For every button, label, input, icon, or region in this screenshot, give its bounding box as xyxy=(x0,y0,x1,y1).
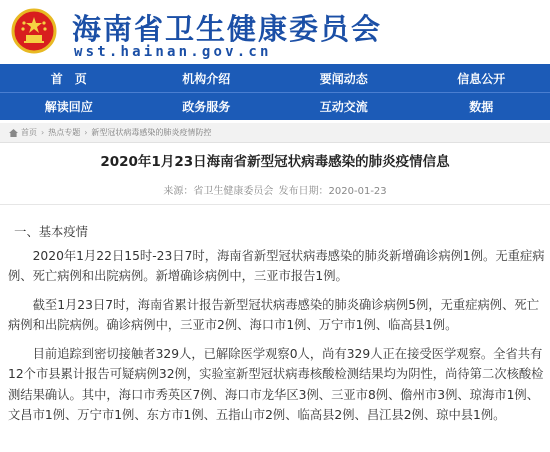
section-heading: 一、基本疫情 xyxy=(14,225,88,239)
nav-row-secondary xyxy=(0,92,550,120)
home-icon xyxy=(9,129,18,137)
nav-item-home[interactable]: 首 页 xyxy=(50,71,87,86)
article-paragraph: 2020年1月22日15时-23日7时，海南省新型冠状病毒感染的肺炎新增确诊病例1例。无重症病例、死亡病例和出院病例。新增确诊病例中，三亚市报告1例。 xyxy=(8,248,545,283)
breadcrumb-home[interactable]: 首页 xyxy=(21,128,37,137)
article-paragraph: 截至1月23日7时，海南省累计报告新型冠状病毒感染的肺炎确诊病例5例，无重症病例、死亡病例和出院病例。确诊病例中，三亚市2例、海口市1例、万宁市1例、临高县1例。 xyxy=(8,297,539,332)
nav-item-news[interactable]: 要闻动态 xyxy=(319,71,368,86)
article-date: 发布日期：2020-01-23 xyxy=(278,186,387,197)
article-title: 2020年1月23日海南省新型冠状病毒感染的肺炎疫情信息 xyxy=(100,154,450,170)
breadcrumb-separator-icon: › xyxy=(41,128,45,137)
nav-row-primary xyxy=(0,64,550,92)
breadcrumb-separator-icon: › xyxy=(84,128,88,137)
article-paragraph: 目前追踪到密切接触者329人，已解除医学观察0人，尚有329人正在接受医学观察。全省共有12个市县累计报告可疑病例32例，实验室新型冠状病毒核酸检测结果均为阴性，尚待第二次核酸检测结果确认。其中，海口市秀英区7例、海口市龙华区3例、三亚市8例、儋州市3例、琼海市1例、文昌市1例、万宁市1例、东方市1例、五指山市2例、临高县2例、昌江县2例、琼中县1例。 xyxy=(8,346,544,422)
nav-item-services[interactable]: 政务服务 xyxy=(182,100,231,114)
site-header xyxy=(0,0,550,64)
nav-item-interpretation[interactable]: 解读回应 xyxy=(44,100,93,114)
nav-item-about[interactable]: 机构介绍 xyxy=(182,71,231,86)
site-title: 海南省卫生健康委员会 xyxy=(72,12,383,46)
breadcrumb xyxy=(0,123,550,143)
nav-item-data[interactable]: 数据 xyxy=(469,100,494,114)
article-meta xyxy=(0,182,550,197)
breadcrumb-topics[interactable]: 热点专题 xyxy=(48,128,81,137)
article-source: 来源：省卫生健康委员会 xyxy=(163,186,274,197)
divider xyxy=(0,204,550,205)
nav-item-disclosure[interactable]: 信息公开 xyxy=(457,71,506,86)
breadcrumb-current[interactable]: 新型冠状病毒感染的肺炎疫情防控 xyxy=(91,128,212,137)
main-nav xyxy=(0,64,550,120)
site-url: wst.hainan.gov.cn xyxy=(74,44,272,60)
article-body xyxy=(8,222,546,434)
national-emblem-icon xyxy=(11,8,57,54)
nav-item-interaction[interactable]: 互动交流 xyxy=(319,100,368,114)
